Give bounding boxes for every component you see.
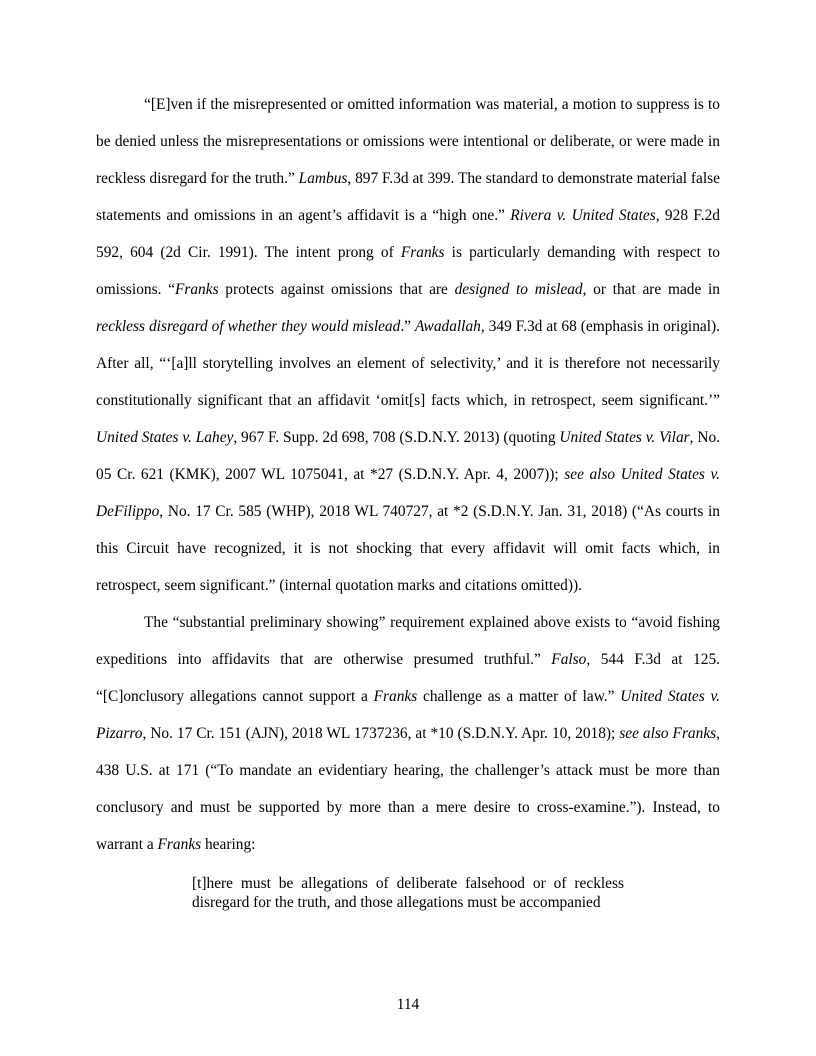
paragraph-2: The “substantial preliminary showing” requirement explained above exists to “avoid fishing expeditions into affidavits that are otherwise presumed truthful.” Falso, 544 F.3d at 125. “[C]onclusory allegations cannot support a Franks challenge as a matter of law.” United States v. Pizarro, No. 17 Cr. 151 (AJN), 2018 WL 1737236, at *10 (S.D.N.Y. Apr. 10, 2018); see also Franks, 438 U.S. at 171 (“To mandate an evidentiary hearing, the challenger’s attack must be more than conclusory and must be supported by more than a mere desire to cross-examine.”). Instead, to warrant a Franks hearing: [96,614,721,853]
italic-citation: Rivera v. United States [510,207,656,224]
italic-citation: United States v. Vilar [559,429,690,446]
italic-citation: Falso [551,651,587,668]
page-number: 114 [396,996,420,1013]
italic-citation: see also United States v. DeFilippo [96,466,720,520]
italic-citation: Franks [373,688,418,705]
italic-citation: Lambus [298,170,348,187]
italic-citation: see also Franks [619,725,717,742]
block-quote: [t]here must be allegations of deliberate falsehood or of reckless disregard for the truth, and those allegations must be accompanied [192,875,624,911]
paragraph-1: “[E]ven if the misrepresented or omitted information was material, a motion to suppress is to be denied unless the misrepresentations or omissions were intentional or deliberate, or were made in reckless disregard for the truth.” Lambus, 897 F.3d at 399. The standard to demonstrate material false statements and omissions in an agent’s affidavit is a “high one.” Rivera v. United States, 928 F.2d 592, 604 (2d Cir. 1991). The intent prong of Franks is particularly demanding with respect to omissions. “Franks protects against omissions that are designed to mislead, or that are made in reckless disregard of whether they would mislead.” Awadallah, 349 F.3d at 68 (emphasis in original). After all, “‘[a]ll storytelling involves an element of selectivity,’ and it is therefore not necessarily constitutionally significant that an affidavit ‘omit[s] facts which, in retrospect, seem significant.’” United States v. Lahey, 967 F. Supp. 2d 698, 708 (S.D.N.Y. 2013) (quoting United States v. Vilar, No. 05 Cr. 621 (KMK), 2007 WL 1075041, at *27 (S.D.N.Y. Apr. 4, 2007)); see also United States v. DeFilippo, No. 17 Cr. 585 (WHP), 2018 WL 740727, at *2 (S.D.N.Y. Jan. 31, 2018) (“As courts in this Circuit have recognized, it is not shocking that every affidavit will omit facts which, in retrospect, seem significant.” (internal quotation marks and citations omitted)). [96,96,720,594]
italic-citation: reckless disregard of whether they would mislead [96,318,401,335]
italic-citation: Franks [400,244,445,261]
italic-citation: United States v. Pizarro [96,688,720,742]
italic-citation: United States v. Lahey [96,429,234,446]
italic-citation: Awadallah [415,318,481,335]
italic-citation: Franks [174,281,219,298]
italic-citation: designed to mislead [454,281,583,298]
italic-citation: Franks [157,836,202,853]
document-page [96,86,720,912]
